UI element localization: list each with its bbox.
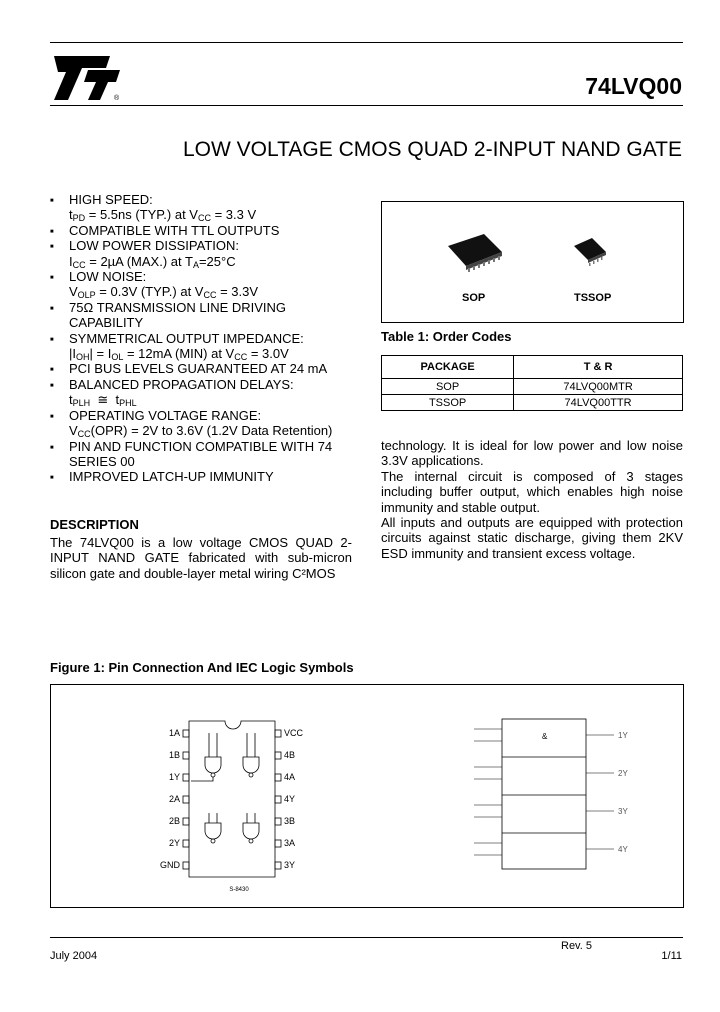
pin-label: 1Y [168, 772, 180, 782]
description-paragraph: The internal circuit is composed of 3 stages including buffer output, which enables high noise immunity and stable output. [381, 468, 683, 515]
pin-label: 2A [168, 794, 180, 804]
svg-text:®: ® [114, 95, 120, 102]
pin-box [275, 796, 281, 803]
pin-box [183, 774, 189, 781]
pin-label: 3A [284, 838, 296, 848]
iec-output-label: 2Y [618, 769, 628, 778]
iec-logic-symbol [446, 715, 646, 885]
pin-label: 4B [284, 750, 296, 760]
iec-output-label: 3Y [618, 807, 628, 816]
pin-box [275, 862, 281, 869]
order-table [381, 355, 683, 411]
description-col2 [381, 438, 683, 561]
dip-package-outline [189, 721, 275, 877]
pin-label: 1A [168, 728, 180, 738]
description-paragraph: technology. It is ideal for low power and low noise 3.3V applications. [381, 438, 683, 469]
figure-box [50, 684, 684, 908]
pin-label: 2B [168, 816, 180, 826]
pin-box [183, 730, 189, 737]
pin-label: 4A [284, 772, 296, 782]
pin-label: VCC [284, 728, 304, 738]
table-cell: TSSOP [382, 395, 514, 411]
description-paragraph: All inputs and outputs are equipped with protection circuits against static discharge, giving them 2KV ESD immunity and transient excess voltage. [381, 515, 683, 561]
feature-item: ■ SYMMETRICAL OUTPUT IMPEDANCE: $|I_{OH}| = I_{OL} = 12mA$ (MIN) at $V_{CC} = 3.0V$ [50, 330, 304, 363]
part-number: 74LVQ00 [585, 73, 682, 99]
feature-item: ■ LOW NOISE: $V_{OLP} = 0.3V$ (TYP.) at $V_{CC} = 3.3V$ [50, 269, 259, 301]
feature-item: ■ PIN AND FUNCTION COMPATIBLE WITH 74 SERIES 00 [50, 438, 333, 469]
pin-diagram-code: S-8430 [229, 887, 249, 893]
sop-label: SOP [462, 292, 486, 304]
pin-box [183, 840, 189, 847]
feature-item: ■ HIGH SPEED: $t_{PD} = 5.5ns$ (TYP.) at $V_{CC} = 3.3$ V [50, 192, 257, 224]
column-header: PACKAGE [382, 356, 514, 379]
pin-label: 2Y [168, 838, 180, 848]
table-row [382, 379, 683, 395]
feature-item: ■ COMPATIBLE WITH TTL OUTPUTS [50, 222, 280, 238]
column-header: T & R [514, 356, 683, 379]
table-row [382, 395, 683, 411]
pin-label: GND [160, 860, 180, 870]
footer-date: July 2004 [50, 950, 98, 962]
description-col1: The 74LVQ00 is a low voltage CMOS QUAD 2-INPUT NAND GATE fabricated with sub-micron silicon gate and double-layer metal wiring C²MOS [50, 535, 352, 581]
pin-label: 4Y [284, 794, 296, 804]
iec-output-label: 4Y [618, 845, 628, 854]
tssop-package-image [572, 236, 608, 266]
pin-label: 1B [168, 750, 180, 760]
feature-item: ■ BALANCED PROPAGATION DELAYS: $t_{PLH}$ ≅ $t_{PHL}$ [50, 376, 294, 409]
top-rule [50, 42, 683, 43]
pin-connection-diagram [151, 713, 311, 893]
feature-item: ■ 75Ω TRANSMISSION LINE DRIVING CAPABILITY [50, 299, 287, 331]
footer-rule [50, 937, 683, 938]
pin-label: 3Y [284, 860, 296, 870]
feature-item: ■ OPERATING VOLTAGE RANGE: $V_{CC}(OPR) = 2V$ to 3.6V (1.2V Data Retention) [50, 407, 333, 440]
pin-box [275, 774, 281, 781]
pin-box [183, 752, 189, 759]
pin-box [275, 840, 281, 847]
pin-box [275, 818, 281, 825]
pin-label: 3B [284, 816, 296, 826]
tssop-label: TSSOP [574, 292, 612, 304]
iec-and-symbol: & [542, 732, 548, 741]
header-rule [50, 105, 683, 106]
iec-output-label: 1Y [618, 731, 628, 740]
table-header-row [382, 356, 683, 379]
feature-item: ■ LOW POWER DISSIPATION: $I_{CC} = 2\mu A$ (MAX.) at $T_A=25^\circ C$ [50, 238, 239, 270]
order-table-caption: Table 1: Order Codes [381, 329, 512, 344]
page-number: 1/11 [661, 950, 682, 962]
table-cell: SOP [382, 379, 514, 395]
pin-box [183, 796, 189, 803]
description-heading: DESCRIPTION [50, 517, 139, 532]
figure-caption: Figure 1: Pin Connection And IEC Logic Symbols [50, 660, 354, 675]
page-title: LOW VOLTAGE CMOS QUAD 2-INPUT NAND GATE [182, 138, 682, 161]
st-logo [48, 52, 128, 104]
pin-box [275, 752, 281, 759]
pin-box [275, 730, 281, 737]
feature-item: ■ IMPROVED LATCH-UP IMMUNITY [50, 469, 274, 485]
sop-package-image [444, 232, 506, 272]
table-cell: 74LVQ00TTR [514, 395, 683, 411]
pin-box [183, 862, 189, 869]
feature-item: ■ PCI BUS LEVELS GUARANTEED AT 24 mA [50, 361, 328, 377]
footer-revision: Rev. 5 [561, 940, 592, 952]
package-box [381, 201, 684, 323]
pin-box [183, 818, 189, 825]
features-list [50, 192, 360, 485]
nand-gate-symbols [191, 733, 259, 843]
table-cell: 74LVQ00MTR [514, 379, 683, 395]
